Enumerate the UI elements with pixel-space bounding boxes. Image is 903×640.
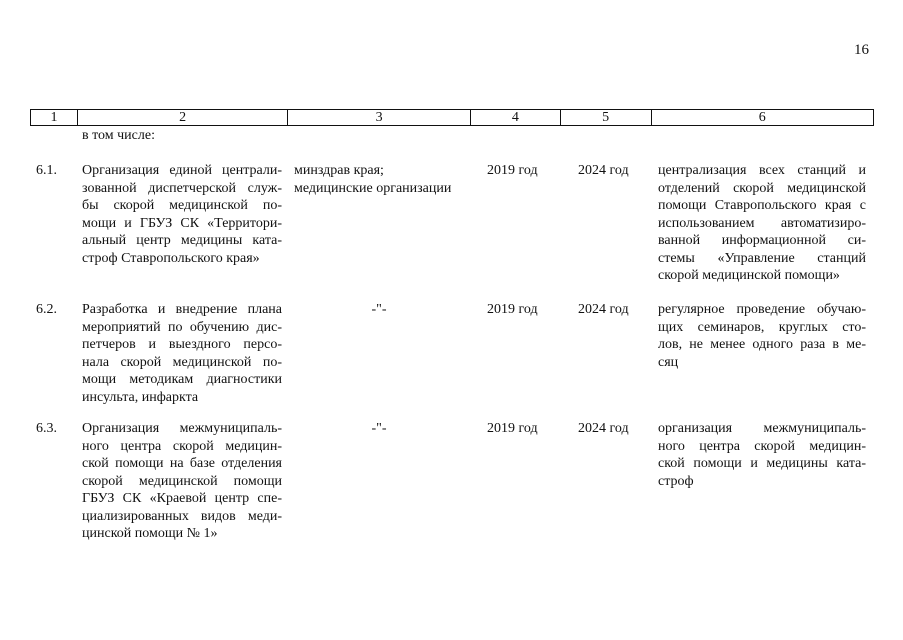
intro-text: в том числе: bbox=[82, 128, 155, 143]
activity-line: бы скорой медицинской по- bbox=[82, 198, 282, 213]
activity-line: петчеров и выездного персо- bbox=[82, 337, 282, 352]
column-header-5: 5 bbox=[561, 110, 652, 125]
row-number: 6.2. bbox=[36, 302, 57, 317]
end-year: 2024 год bbox=[578, 163, 629, 178]
activity-line: мощи и ГБУЗ СК «Территори- bbox=[82, 215, 282, 231]
end-year: 2024 год bbox=[578, 421, 629, 436]
activity-cell bbox=[82, 162, 282, 267]
activity-line: альный центр медицины ката- bbox=[82, 233, 282, 248]
start-year: 2019 год bbox=[487, 163, 538, 178]
result-line: лов, не менее одного раза в ме- bbox=[658, 337, 866, 352]
activity-line: Разработка и внедрение плана bbox=[82, 302, 282, 317]
page-number: 16 bbox=[854, 42, 869, 58]
executor-line: -"- bbox=[371, 421, 387, 436]
result-cell bbox=[658, 301, 866, 371]
column-header-2: 2 bbox=[78, 110, 289, 125]
activity-line: ного центра скорой медицин- bbox=[82, 438, 282, 454]
executor-cell bbox=[294, 301, 464, 319]
executor-cell bbox=[294, 420, 464, 438]
activity-line: нала скорой медицинской по- bbox=[82, 354, 282, 370]
result-line: помощи Ставропольского края с bbox=[658, 198, 866, 213]
result-line: использованием автоматизиро- bbox=[658, 215, 866, 231]
result-cell bbox=[658, 420, 866, 490]
result-line: сяц bbox=[658, 354, 679, 370]
column-header-3: 3 bbox=[288, 110, 471, 125]
activity-line: Организация межмуниципаль- bbox=[82, 421, 282, 436]
executor-line: медицинские организации bbox=[294, 180, 452, 196]
activity-line: инсульта, инфаркта bbox=[82, 389, 199, 405]
result-line: стемы «Управление станций bbox=[658, 250, 866, 266]
activity-line: циализированных видов меди- bbox=[82, 508, 282, 524]
activity-line: ГБУЗ СК «Краевой центр спе- bbox=[82, 491, 282, 506]
executor-line: -"- bbox=[371, 302, 387, 317]
column-header-6: 6 bbox=[758, 110, 766, 125]
row-number: 6.1. bbox=[36, 163, 57, 178]
activity-line: зованной диспетчерской служ- bbox=[82, 180, 282, 196]
end-year: 2024 год bbox=[578, 302, 629, 317]
result-cell bbox=[658, 162, 866, 285]
result-line: регулярное проведение обучаю- bbox=[658, 302, 866, 317]
activity-line: скорой медицинской помощи bbox=[82, 473, 282, 489]
result-line: ванной информационной си- bbox=[658, 233, 866, 248]
activity-cell bbox=[82, 301, 282, 406]
activity-line: мероприятий по обучению дис- bbox=[82, 319, 282, 335]
result-line: ного центра скорой медицин- bbox=[658, 438, 866, 454]
activity-line: ской помощи на базе отделения bbox=[82, 456, 282, 471]
start-year: 2019 год bbox=[487, 302, 538, 317]
table-column-header bbox=[30, 109, 874, 126]
start-year: 2019 год bbox=[487, 421, 538, 436]
executor-cell bbox=[294, 162, 474, 197]
result-line: скорой медицинской помощи» bbox=[658, 268, 840, 283]
activity-line: Организация единой централи- bbox=[82, 163, 282, 178]
result-line: ской помощи и медицины ката- bbox=[658, 456, 866, 471]
executor-line: минздрав края; bbox=[294, 163, 384, 178]
column-header-1: 1 bbox=[31, 110, 78, 125]
column-header-4: 4 bbox=[471, 110, 561, 125]
row-number: 6.3. bbox=[36, 421, 57, 436]
activity-line: мощи методикам диагностики bbox=[82, 372, 282, 387]
result-line: организация межмуниципаль- bbox=[658, 421, 866, 436]
result-line: централизация всех станций и bbox=[658, 163, 866, 178]
result-line: строф bbox=[658, 473, 694, 489]
result-line: щих семинаров, круглых сто- bbox=[658, 319, 866, 335]
result-line: отделений скорой медицинской bbox=[658, 180, 866, 196]
activity-line: строф Ставропольского края» bbox=[82, 250, 260, 266]
activity-line: цинской помощи № 1» bbox=[82, 526, 218, 541]
activity-cell bbox=[82, 420, 282, 543]
